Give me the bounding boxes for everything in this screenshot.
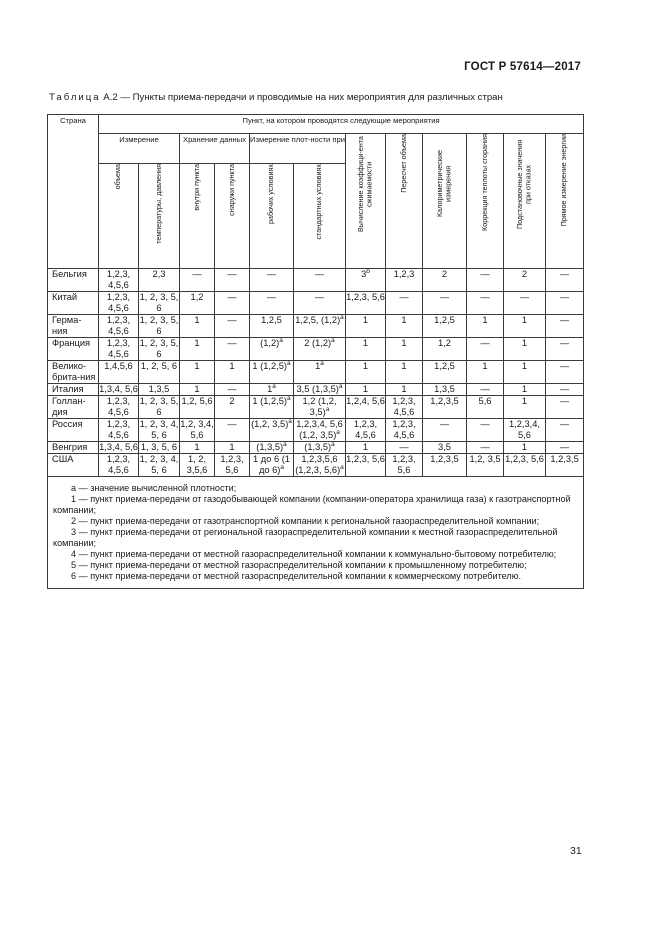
cell-inside: —: [180, 269, 215, 292]
cell-temp-pressure: 1, 2, 3, 5, 6: [139, 396, 179, 417]
cell-substitute-values: 1: [504, 384, 546, 396]
page-number: 31: [570, 845, 582, 857]
cell-compressibility: 1: [346, 361, 386, 384]
note-a: а — значение вычисленной плотности;: [71, 483, 237, 493]
cell-direct-energy: —: [546, 361, 584, 384]
note-2: 2 — пункт приема-передачи от газотранспортной компании к региональной газораспределительной компании;: [71, 516, 540, 526]
cell-volume-recalc: —: [386, 292, 423, 315]
table-row: [48, 396, 584, 419]
cell-direct-energy: —: [546, 315, 584, 338]
col-volume-recalc: Пересчет объема: [386, 134, 423, 269]
cell-volume-recalc: 1: [386, 315, 423, 338]
cell-direct-energy: —: [546, 442, 584, 454]
cell-volume: 1,2,3, 4,5,6: [99, 419, 139, 442]
cell-temp-pressure: 1, 2, 3, 5, 6: [139, 338, 179, 359]
group-header: Пункт, на котором проводятся следующие мероприятия: [99, 115, 584, 134]
cell-standard: 3,5 $(1,3,5)^a$: [294, 384, 346, 396]
cell-volume: 1,2,3, 4,5,6: [99, 292, 139, 315]
cell-calorimetric: 1,2,3,5: [423, 454, 467, 477]
cell-outside: —: [215, 315, 250, 338]
cell-outside: 1,2,3, 5,6: [215, 454, 250, 477]
cell-outside: 1: [215, 361, 250, 384]
table-row: [48, 292, 584, 315]
country-cell: США: [48, 454, 99, 477]
cell-standard: 1,2,5, $(1,2)^a$: [294, 315, 346, 338]
cell-inside: 1,2, 5,6: [180, 396, 215, 419]
cell-substitute-values: 1: [504, 338, 546, 361]
footnote-marker: a: [272, 382, 276, 390]
cell-inside: 1: [180, 361, 215, 384]
cell-compressibility: 1,2,4, 5,6: [346, 396, 386, 419]
cell-standard: 1,2,3,5,6 (1,2,3, 5,6)$^a$: [295, 454, 344, 475]
country-cell: Герма-ния: [48, 315, 99, 338]
table-row: [48, 419, 584, 442]
cell-direct-energy: —: [546, 292, 584, 315]
cell-outside: 2: [215, 396, 250, 419]
country-cell: Бельгия: [48, 269, 99, 292]
cell-calorimetric: 1,2,3,5: [423, 396, 467, 419]
countries-table: [47, 114, 584, 589]
col-outside: снаружи пункта: [215, 164, 250, 269]
cell-calorimetric: 2: [423, 269, 467, 292]
country-cell: Италия: [48, 384, 99, 396]
country-cell: Голлан-дия: [48, 396, 99, 419]
cell-volume: 1,2,3, 4,5,6: [99, 454, 139, 477]
cell-standard: 2 $(1,2)^a$: [294, 338, 346, 361]
cell-heat-correction: —: [467, 338, 504, 361]
footnote-marker: a: [340, 463, 344, 471]
note-5: 5 — пункт приема-передачи от местной газораспределительной компании к промышленному потребителю;: [71, 560, 527, 570]
cell-volume: 1,2,3, 4,5,6: [99, 396, 139, 419]
cell-volume: 1,2,3, 4,5,6: [99, 315, 139, 338]
cell-substitute-values: 1,2,3,4, 5,6: [504, 419, 546, 442]
caption-number: А.2: [103, 92, 118, 103]
note-1: 1 — пункт приема-передачи от газодобывающей компании (компании-оператора хранилища газа) к газотранспортной компании;: [53, 494, 571, 515]
cell-heat-correction: —: [467, 442, 504, 454]
cell-working: (1,2, 3,5)$^a$: [250, 419, 294, 442]
cell-volume-recalc: —: [386, 442, 423, 454]
table-row: [48, 269, 584, 292]
col-temp-pressure: температуры, давления: [139, 164, 180, 269]
cell-calorimetric: 1,2,5: [423, 361, 467, 384]
cell-temp-pressure: 1, 2, 5, 6: [139, 361, 180, 384]
cell-direct-energy: —: [546, 419, 584, 442]
table-body: [48, 269, 584, 477]
cell-working: 1 $(1,2,5)^a$: [250, 396, 294, 419]
cell-working: 1$^a$: [250, 384, 294, 396]
footnote-marker: a: [287, 394, 291, 402]
footnote-marker: a: [287, 359, 291, 367]
cell-standard: $(1,3,5)^a$: [294, 442, 346, 454]
table-row: [48, 442, 584, 454]
cell-outside: —: [215, 384, 250, 396]
footnote-marker: a: [283, 440, 287, 448]
cell-calorimetric: 3,5: [423, 442, 467, 454]
note-6: 6 — пункт приема-передачи от местной газораспределительной компании к коммерческому потребителю.: [71, 571, 522, 581]
cell-inside: 1: [180, 338, 215, 361]
cell-calorimetric: —: [423, 292, 467, 315]
cell-direct-energy: —: [546, 338, 584, 361]
cell-compressibility: 3$^b$: [346, 269, 386, 292]
notes-block: [48, 477, 584, 589]
footnote-marker: a: [320, 359, 324, 367]
cell-volume: 1,3,4, 5,6: [99, 442, 138, 452]
cell-working: —: [250, 292, 294, 315]
footnote-marker: a: [331, 336, 335, 344]
cell-compressibility: 1,2,3, 5,6: [346, 292, 386, 315]
col-standard: стандартных условиях: [294, 164, 346, 269]
cell-direct-energy: —: [546, 269, 584, 292]
footnote-marker: a: [331, 440, 335, 448]
cell-direct-energy: —: [546, 384, 584, 396]
footnote-marker: a: [325, 405, 330, 413]
cell-volume-recalc: 1: [386, 338, 423, 361]
cell-outside: 1: [215, 442, 250, 454]
cell-outside: —: [215, 338, 250, 361]
cell-compressibility: 1,2,3, 4,5,6: [346, 419, 386, 442]
cell-standard: —: [294, 292, 346, 315]
cell-volume-recalc: 1,2,3, 4,5,6: [386, 419, 423, 442]
cell-substitute-values: 1: [504, 361, 546, 384]
cell-volume: 1,3,4, 5,6: [99, 384, 138, 394]
table-row: [48, 454, 584, 477]
footnote-marker: a: [288, 417, 292, 425]
table-row: [48, 338, 584, 361]
cell-standard: 1,2,3,4, 5,6 (1,2, 3,5)$^a$: [294, 419, 346, 442]
cell-compressibility: 1: [346, 338, 386, 361]
cell-substitute-values: 1: [504, 396, 546, 419]
cell-volume: 1,4,5,6: [99, 361, 139, 384]
cell-calorimetric: 1,3,5: [423, 384, 467, 396]
cell-working: 1,2,5: [250, 315, 294, 338]
cell-standard: 1,2 (1,2, 3,5)$^a$: [294, 396, 346, 419]
cell-inside: 1,2, 3,4, 5,6: [180, 419, 214, 440]
cell-heat-correction: 1,2, 3,5: [467, 454, 504, 477]
cell-outside: —: [215, 292, 250, 315]
table-caption: [49, 92, 503, 103]
col-working: рабочих условиях: [250, 164, 294, 269]
cell-inside: 1: [180, 315, 215, 338]
cell-inside: 1, 2, 3,5,6: [180, 454, 215, 477]
cell-temp-pressure: 1, 2, 3, 5, 6: [139, 315, 179, 336]
cell-standard: 1$^a$: [294, 361, 346, 384]
cell-direct-energy: —: [546, 396, 584, 419]
cell-compressibility: 1: [346, 315, 386, 338]
country-cell: Венгрия: [48, 442, 99, 454]
subgroup-storage: Хранение данных: [180, 134, 250, 164]
cell-heat-correction: 5,6: [467, 396, 504, 419]
cell-volume: 1,2,3, 4,5,6: [99, 338, 139, 361]
note-3: 3 — пункт приема-передачи от региональной газораспределительной компании к местной газораспределительной компании;: [53, 527, 558, 548]
cell-calorimetric: 1,2: [423, 338, 467, 361]
cell-temp-pressure: 1, 3, 5, 6: [139, 442, 180, 454]
cell-direct-energy: 1,2,3,5: [546, 454, 584, 477]
cell-substitute-values: 1: [504, 442, 546, 454]
cell-temp-pressure: 1, 2, 3, 5, 6: [139, 292, 179, 313]
col-compressibility: Вычисление коэффици-ента сжимаемости: [346, 134, 386, 269]
country-cell: Россия: [48, 419, 99, 442]
cell-compressibility: 1: [346, 442, 386, 454]
cell-working: 1 $(1,2,5)^a$: [250, 361, 294, 384]
cell-calorimetric: —: [423, 419, 467, 442]
cell-inside: 1: [180, 384, 215, 396]
cell-volume-recalc: 1,2,3, 5,6: [386, 454, 423, 477]
col-direct-energy: Прямое измерение энергии: [546, 134, 584, 269]
cell-working: —: [250, 269, 294, 292]
cell-substitute-values: —: [504, 292, 546, 315]
country-cell: Велико-брита-ния: [48, 361, 99, 384]
footnote-marker: b: [366, 267, 370, 275]
col-substitute-values: Подстановочные значения при отказах: [504, 134, 546, 269]
cell-substitute-values: 2: [504, 269, 546, 292]
table-row: [48, 384, 584, 396]
cell-heat-correction: 1: [467, 315, 504, 338]
footnote-marker: a: [338, 382, 343, 390]
col-heat-correction: Коррекция теплоты сгорания: [467, 134, 504, 269]
cell-volume: 1,2,3, 4,5,6: [99, 269, 139, 292]
cell-working: $(1,2)^a$: [250, 338, 294, 361]
cell-calorimetric: 1,2,5: [423, 315, 467, 338]
document-code: ГОСТ Р 57614—2017: [464, 61, 581, 73]
footnote-marker: a: [280, 463, 285, 471]
cell-working: 1 до 6 (1 до 6)$^a$: [250, 454, 294, 477]
subgroup-density: Измерение плот-ности при: [250, 134, 346, 164]
caption-label: Таблица: [49, 92, 101, 103]
subgroup-measurement: Измерение: [99, 134, 180, 164]
cell-temp-pressure: 2,3: [139, 269, 180, 292]
footnote-marker: a: [340, 313, 344, 321]
note-4: 4 — пункт приема-передачи от местной газораспределительной компании к коммунально-бытовому потребителю;: [71, 549, 557, 559]
cell-heat-correction: —: [467, 384, 504, 396]
cell-inside: 1: [180, 442, 215, 454]
cell-inside: 1,2: [180, 292, 215, 315]
cell-heat-correction: —: [467, 292, 504, 315]
cell-volume-recalc: 1: [386, 384, 423, 396]
cell-volume-recalc: 1,2,3, 4,5,6: [386, 396, 423, 419]
cell-volume-recalc: 1,2,3: [386, 269, 423, 292]
col-calorimetric: Калориметрические измерения: [423, 134, 467, 269]
cell-temp-pressure: 1, 2, 3, 4, 5, 6: [139, 454, 179, 475]
footnote-marker: a: [336, 428, 340, 436]
caption-text: — Пункты приема-передачи и проводимые на них мероприятия для различных стран: [117, 92, 503, 103]
country-cell: Франция: [48, 338, 99, 361]
col-inside: внутри пункта: [180, 164, 215, 269]
cell-outside: —: [215, 419, 250, 442]
cell-outside: —: [215, 269, 250, 292]
col-volume: объема: [99, 164, 139, 269]
table-row: [48, 315, 584, 338]
cell-substitute-values: 1: [504, 315, 546, 338]
country-cell: Китай: [48, 292, 99, 315]
cell-volume-recalc: 1: [386, 361, 423, 384]
footnote-marker: a: [279, 336, 283, 344]
cell-compressibility: 1,2,3, 5,6: [346, 454, 386, 477]
country-header: Страна: [48, 115, 99, 269]
cell-temp-pressure: 1, 2, 3, 4, 5, 6: [139, 419, 179, 440]
cell-standard: —: [294, 269, 346, 292]
cell-substitute-values: 1,2,3, 5,6: [504, 454, 546, 477]
table-row: [48, 361, 584, 384]
cell-working: $(1,3,5)^a$: [250, 442, 294, 454]
cell-heat-correction: —: [467, 419, 504, 442]
cell-heat-correction: 1: [467, 361, 504, 384]
cell-temp-pressure: 1,3,5: [139, 384, 180, 396]
cell-heat-correction: —: [467, 269, 504, 292]
cell-compressibility: 1: [346, 384, 386, 396]
